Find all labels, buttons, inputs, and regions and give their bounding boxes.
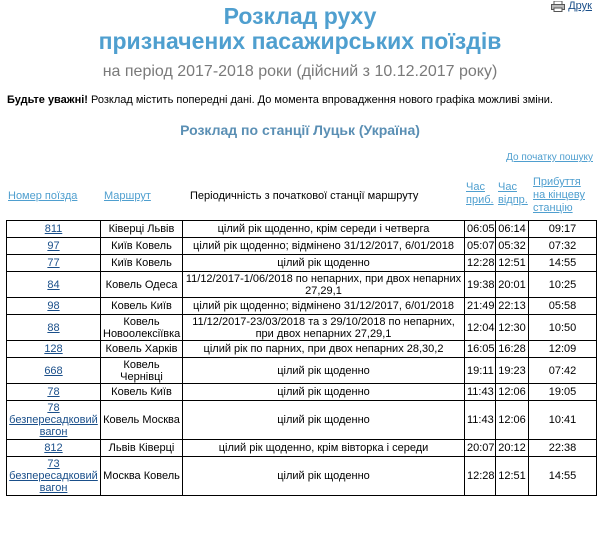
- periodicity-cell: цілий рік щоденно, крім вівторка і середи: [183, 440, 465, 457]
- periodicity-cell: цілий рік щоденно: [183, 384, 465, 401]
- departure-time-cell: 12:30: [496, 315, 529, 341]
- station-heading: Розклад по станції Луцьк (Україна): [180, 122, 420, 138]
- periodicity-cell: 11/12/2017-1/06/2018 по непарних, при двох непарних 27,29,1: [183, 272, 465, 298]
- table-row: [7, 384, 597, 401]
- periodicity-cell: цілий рік щоденно: [183, 401, 465, 440]
- departure-time-cell: 12:06: [496, 401, 529, 440]
- arrival-time-cell: 12:28: [465, 255, 496, 272]
- periodicity-cell: цілий рік по парних, при двох непарних 28,30,2: [183, 341, 465, 358]
- header-departure[interactable]: Час відпр.: [498, 181, 528, 206]
- final-arrival-cell: 09:17: [529, 221, 597, 238]
- warning-text: Розклад містить попередні дані. До момента впровадження нового графіка можливі зміни.: [87, 94, 553, 106]
- arrival-time-cell: 06:05: [465, 221, 496, 238]
- train-number-link[interactable]: 811: [7, 221, 101, 238]
- final-arrival-cell: 10:25: [529, 272, 597, 298]
- route-cell: Ковель Київ: [101, 384, 183, 401]
- route-cell: Львів Ківерці: [101, 440, 183, 457]
- table-row: [7, 238, 597, 255]
- train-number-link[interactable]: 88: [7, 315, 101, 341]
- periodicity-cell: цілий рік щоденно, крім середи і четверга: [183, 221, 465, 238]
- departure-time-cell: 12:51: [496, 457, 529, 496]
- arrival-time-cell: 21:49: [465, 298, 496, 315]
- final-arrival-cell: 07:32: [529, 238, 597, 255]
- train-number-link[interactable]: 668: [7, 358, 101, 384]
- train-number-link[interactable]: 73 безпересадковий вагон: [7, 457, 101, 496]
- train-number-link[interactable]: 77: [7, 255, 101, 272]
- warning-notice: [7, 94, 553, 106]
- page-title: Розклад руху: [223, 3, 377, 29]
- route-cell: Київ Ковель: [101, 238, 183, 255]
- table-row: [7, 255, 597, 272]
- train-number-link[interactable]: 78: [7, 384, 101, 401]
- periodicity-cell: цілий рік щоденно; відмінено 31/12/2017, 6/01/2018: [183, 238, 465, 255]
- route-cell: Ковель Одеса: [101, 272, 183, 298]
- train-number-link[interactable]: 812: [7, 440, 101, 457]
- departure-time-cell: 19:23: [496, 358, 529, 384]
- arrival-time-cell: 11:43: [465, 384, 496, 401]
- departure-time-cell: 20:01: [496, 272, 529, 298]
- departure-time-cell: 05:32: [496, 238, 529, 255]
- route-cell: Москва Ковель: [101, 457, 183, 496]
- final-arrival-cell: 22:38: [529, 440, 597, 457]
- periodicity-cell: цілий рік щоденно: [183, 255, 465, 272]
- arrival-time-cell: 12:28: [465, 457, 496, 496]
- train-number-link[interactable]: 98: [7, 298, 101, 315]
- arrival-time-cell: 05:07: [465, 238, 496, 255]
- header-final-arrival[interactable]: Прибуття на кінцеву станцію: [533, 176, 585, 214]
- table-row: [7, 401, 597, 440]
- train-schedule-table: [6, 220, 597, 496]
- final-arrival-cell: 14:55: [529, 255, 597, 272]
- table-row: [7, 315, 597, 341]
- arrival-time-cell: 12:04: [465, 315, 496, 341]
- table-row: [7, 272, 597, 298]
- final-arrival-cell: 14:55: [529, 457, 597, 496]
- train-number-link[interactable]: 78 безпересадковий вагон: [7, 401, 101, 440]
- route-cell: Ковель Харків: [101, 341, 183, 358]
- periodicity-cell: цілий рік щоденно: [183, 457, 465, 496]
- departure-time-cell: 06:14: [496, 221, 529, 238]
- arrival-time-cell: 19:38: [465, 272, 496, 298]
- route-cell: Київ Ковель: [101, 255, 183, 272]
- page-subtitle: призначених пасажирських поїздів: [98, 28, 502, 54]
- table-row: [7, 457, 597, 496]
- train-number-link[interactable]: 97: [7, 238, 101, 255]
- table-row: [7, 341, 597, 358]
- departure-time-cell: 12:51: [496, 255, 529, 272]
- table-row: [7, 298, 597, 315]
- period-text: на період 2017-2018 роки (дійсний з 10.12.2017 року): [102, 63, 498, 80]
- final-arrival-cell: 12:09: [529, 341, 597, 358]
- periodicity-cell: 11/12/2017-23/03/2018 та з 29/10/2018 по непарних, при двох непарних 27,29,1: [183, 315, 465, 341]
- table-row: [7, 221, 597, 238]
- final-arrival-cell: 19:05: [529, 384, 597, 401]
- arrival-time-cell: 19:11: [465, 358, 496, 384]
- header-arrival[interactable]: Час приб.: [466, 181, 494, 206]
- table-row: [7, 440, 597, 457]
- departure-time-cell: 16:28: [496, 341, 529, 358]
- route-cell: Ковель Київ: [101, 298, 183, 315]
- table-header: [0, 178, 600, 220]
- final-arrival-cell: 10:50: [529, 315, 597, 341]
- print-label[interactable]: Друк: [568, 0, 592, 12]
- header-route[interactable]: Маршрут: [104, 190, 151, 202]
- final-arrival-cell: 10:41: [529, 401, 597, 440]
- route-cell: Ковель Москва: [101, 401, 183, 440]
- departure-time-cell: 20:12: [496, 440, 529, 457]
- final-arrival-cell: 07:42: [529, 358, 597, 384]
- back-to-search-link[interactable]: До початку пошуку: [506, 152, 593, 163]
- table-row: [7, 358, 597, 384]
- arrival-time-cell: 16:05: [465, 341, 496, 358]
- final-arrival-cell: 05:58: [529, 298, 597, 315]
- header-periodicity: Періодичність з початкової станції маршруту: [190, 190, 419, 202]
- departure-time-cell: 22:13: [496, 298, 529, 315]
- route-cell: Ковель Чернівці: [101, 358, 183, 384]
- periodicity-cell: цілий рік щоденно; відмінено 31/12/2017, 6/01/2018: [183, 298, 465, 315]
- arrival-time-cell: 20:07: [465, 440, 496, 457]
- train-number-link[interactable]: 84: [7, 272, 101, 298]
- departure-time-cell: 12:06: [496, 384, 529, 401]
- periodicity-cell: цілий рік щоденно: [183, 358, 465, 384]
- arrival-time-cell: 11:43: [465, 401, 496, 440]
- header-train-number[interactable]: Номер поїзда: [8, 190, 78, 202]
- route-cell: Ківерці Львів: [101, 221, 183, 238]
- route-cell: Ковель Новоолексіївка: [101, 315, 183, 341]
- train-number-link[interactable]: 128: [7, 341, 101, 358]
- warning-bold: Будьте уважні!: [7, 94, 88, 106]
